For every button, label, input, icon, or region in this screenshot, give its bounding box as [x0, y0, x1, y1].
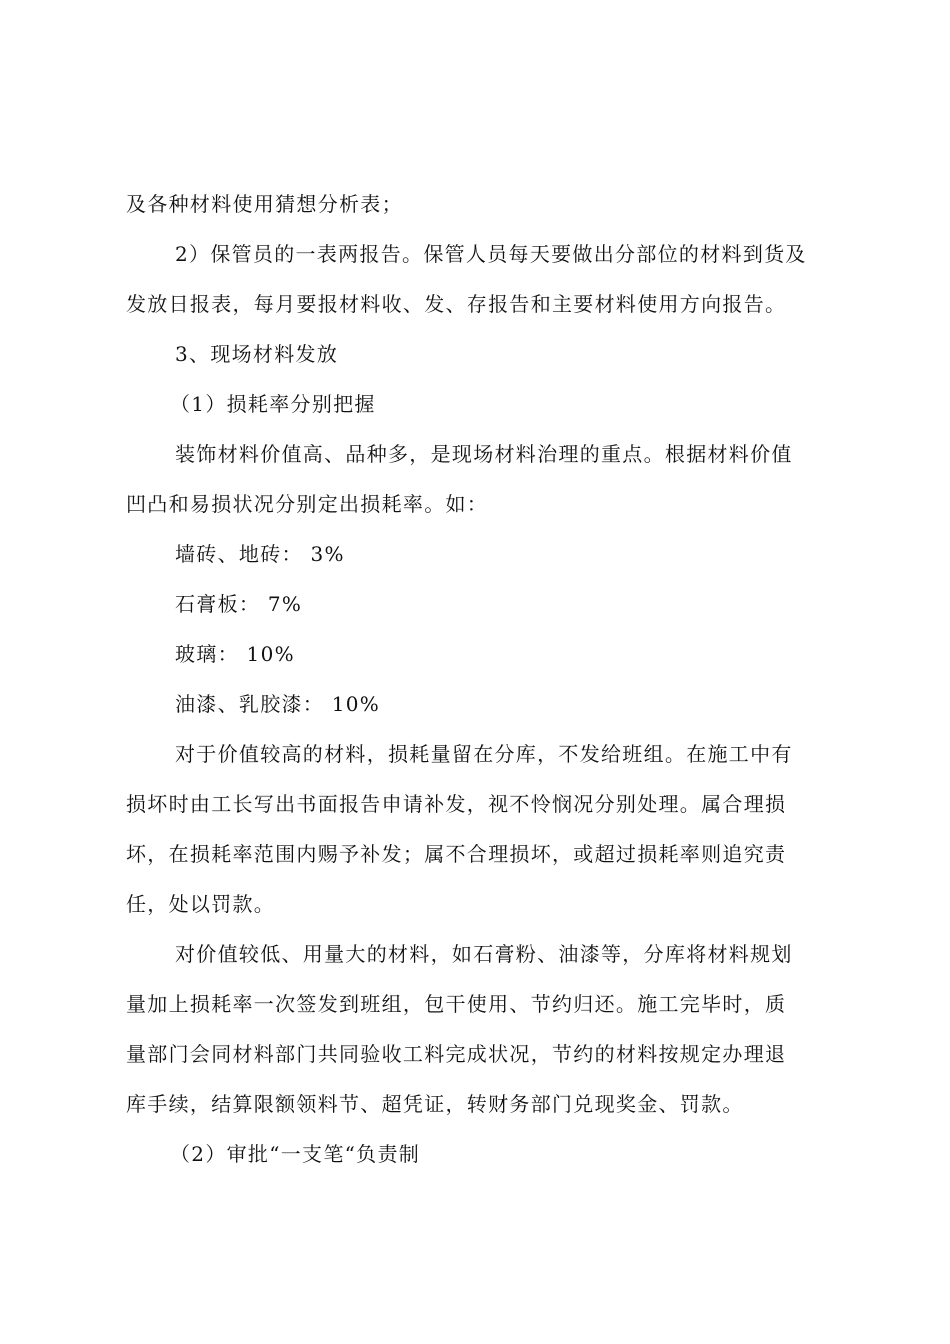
rate-item: 墙砖、地砖： 3%	[175, 542, 345, 566]
subsection-heading: （2）审批“一支笔“负责制	[170, 1142, 421, 1166]
text-line: 量加上损耗率一次签发到班组，包干使用、节约归还。施工完毕时，质	[126, 992, 787, 1016]
text-line: 装饰材料价值高、品种多，是现场材料治理的重点。根据材料价值	[175, 442, 793, 466]
subsection-heading: （1）损耗率分别把握	[170, 392, 376, 416]
rate-item: 油漆、乳胶漆： 10%	[175, 692, 381, 716]
text-line: 损坏时由工长写出书面报告申请补发，视不怜悯况分别处理。属合理损	[126, 792, 787, 816]
text-line: 坏，在损耗率范围内赐予补发；属不合理损坏，或超过损耗率则追究责	[126, 842, 787, 866]
text-line: 2）保管员的一表两报告。保管人员每天要做出分部位的材料到货及	[175, 242, 807, 266]
text-line: 及各种材料使用猜想分析表；	[126, 192, 403, 216]
text-line: 任，处以罚款。	[126, 892, 276, 916]
rate-item: 玻璃： 10%	[175, 642, 295, 666]
text-line: 发放日报表，每月要报材料收、发、存报告和主要材料使用方向报告。	[126, 292, 787, 316]
rate-item: 石膏板： 7%	[175, 592, 303, 616]
text-line: 凹凸和易损状况分别定出损耗率。如：	[126, 492, 489, 516]
section-heading: 3、现场材料发放	[175, 342, 339, 366]
text-line: 库手续，结算限额领料节、超凭证，转财务部门兑现奖金、罚款。	[126, 1092, 744, 1116]
text-line: 对价值较低、用量大的材料，如石膏粉、油漆等，分库将材料规划	[175, 942, 793, 966]
text-line: 对于价值较高的材料，损耗量留在分库，不发给班组。在施工中有	[175, 742, 793, 766]
text-line: 量部门会同材料部门共同验收工料完成状况，节约的材料按规定办理退	[126, 1042, 787, 1066]
